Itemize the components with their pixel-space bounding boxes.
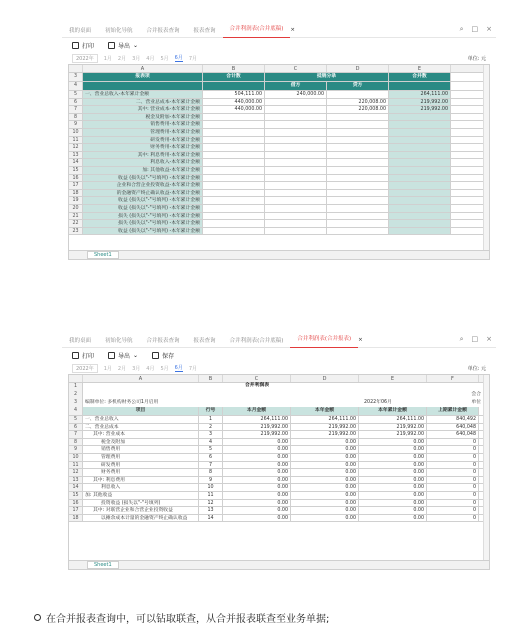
table-row: 11 研发费用 7 0.00 0.00 0.00 0 — [69, 462, 489, 470]
tab-item[interactable]: 报表查询 — [193, 337, 216, 344]
export-button[interactable]: 导出 ⌄ — [108, 41, 138, 50]
tab-item[interactable]: 报表查询 — [193, 27, 216, 34]
table-row: 20 收益 (损失以"-"号填列) -本年累计金额 — [69, 205, 489, 213]
tab-item[interactable]: 合并利润表(合并报表) — [290, 332, 358, 348]
month-tab[interactable]: 1月 — [103, 365, 112, 372]
table-row: 15 加: 其他收益-本年累计金额 — [69, 167, 489, 175]
table-row: 21 损失 (损失以"-"号填列) -本年累计金额 — [69, 213, 489, 221]
table-row: 18 的金融资产终止确认收益-本年累计金额 — [69, 190, 489, 198]
month-tab[interactable]: 1月 — [103, 55, 112, 62]
table-row: 22 损失 (损失以"-"号填列) -本年累计金额 — [69, 220, 489, 228]
table-row: 4 借方 贷方 — [69, 82, 489, 91]
close-window-icon[interactable]: × — [486, 25, 492, 33]
maximize-icon[interactable]: □ — [471, 335, 479, 343]
chevron-down-icon: ⌄ — [133, 351, 139, 359]
caption: 在合并报表查询中，可以钻取联查，从合并报表联查至业务单据; — [34, 610, 329, 625]
table-row: 6 二、营业总成本 2 219,992.00 219,992.00 219,992.00 640,048 — [69, 424, 489, 432]
table-row: 8 税金及附加 4 0.00 0.00 0.00 0 — [69, 439, 489, 447]
print-button[interactable]: 打印 — [72, 351, 94, 360]
maximize-icon[interactable]: □ — [471, 25, 479, 33]
table-row: 17 其中: 对联营企业和合营企业投资收益 13 0.00 0.00 0.00 0 — [69, 507, 489, 515]
save-button[interactable]: 保存 — [152, 351, 174, 360]
table-row: 5 一、营业总收入 1 264,111.00 264,111.00 264,111.00 840,492 — [69, 416, 489, 424]
tab-bar — [62, 332, 496, 348]
table-row: 3 报表项 合计数 抵销分录 合并数 — [69, 73, 489, 82]
tab-item[interactable]: 合并利润表(合并底稿) — [223, 22, 291, 38]
table-row: 13 其中: 利息费用 9 0.00 0.00 0.00 0 — [69, 477, 489, 485]
month-selector — [62, 52, 496, 64]
month-tab[interactable]: 7月 — [188, 365, 198, 372]
year-select[interactable]: 2022年 — [72, 54, 98, 63]
tab-bar — [62, 22, 496, 38]
printer-icon — [72, 42, 79, 49]
vertical-scrollbar[interactable] — [483, 65, 489, 250]
table-row: 17 企业和合营企业投资收益-本年累计金额 — [69, 182, 489, 190]
toolbar — [62, 348, 496, 362]
unit-label: 单位: 元 — [467, 365, 486, 372]
table-row: 16 投资收益 (损失以"-"号填列) 12 0.00 0.00 0.00 0 — [69, 500, 489, 508]
window-controls — [460, 25, 492, 34]
month-tab[interactable]: 2月 — [117, 365, 127, 372]
table-row: 14 利息收入 10 0.00 0.00 0.00 0 — [69, 484, 489, 492]
tab-item[interactable]: 合并报表查询 — [146, 337, 180, 344]
table-row: 10 管理费用 6 0.00 0.00 0.00 0 — [69, 454, 489, 462]
company-label: 编制单位: 多机构财务公司1月启用 — [85, 400, 159, 405]
sheet-tabs — [69, 250, 489, 259]
search-icon[interactable]: ⌕ — [459, 335, 464, 343]
month-tab[interactable]: 5月 — [160, 365, 169, 372]
table-row: 18 以摊余成本计量的金融资产终止确认收益 14 0.00 0.00 0.00 0 — [69, 515, 489, 523]
printer-icon — [72, 352, 79, 359]
sheet-tab[interactable]: Sheet1 — [87, 561, 119, 569]
column-header: A B C D E — [69, 65, 489, 73]
table-row: 11 研发费用-本年累计金额 — [69, 137, 489, 145]
search-icon[interactable]: ⌕ — [459, 25, 464, 33]
table-row: 16 收益 (损失以"-"号填列) -本年累计金额 — [69, 175, 489, 183]
month-tab[interactable]: 4月 — [146, 365, 155, 372]
close-window-icon[interactable]: × — [486, 335, 492, 343]
table-row: 23 收益 (损失以"-"号填列) -本年累计金额 — [69, 228, 489, 236]
window-controls — [460, 335, 492, 344]
month-tab[interactable]: 3月 — [132, 365, 141, 372]
table-row: 15 加: 其他收益 11 0.00 0.00 0.00 0 — [69, 492, 489, 500]
tab-item[interactable]: 初始化导航 — [105, 27, 133, 34]
month-tab[interactable]: 6月 — [174, 365, 183, 371]
table-row: 13 其中: 利息费用-本年累计金额 — [69, 152, 489, 160]
spreadsheet: A B C D E F 1 2 合并利润表 会合 3 编制单位: 多机构财务公司1月启用 2022年06月 单位 4 项目 行号 本月金额 本年金额 本年累计金额 上期累计金额 5 一、营业总收入 1 264,111.00 264,111.00 264,111.00 840,492 6 二、营业总成本 2 219,992.00 219,992.00 219,992.00 640,048 7 其中: 营业成本 3 219,992.00 219,992.00 219,992.00 640,048 8 税金及附加 4 0.00 0.00 0.00 0 9 销售费用 5 0.00 0.00 0.00 0 10 管理费用 6 0.00 0.00 0.00 0 11 研发费用 7 0.00 0.00 0.00 0 12 财务费用 8 0.00 0.00 0.00 0 13 其中: 利息费用 9 0.00 0.00 0.00 0 14 利息收入 10 0.00 0.00 0.00 0 15 加: 其他收益 11 0.00 0.00 0.00 0 16 投资收益 (损失以"-"号填列) 12 0.00 0.00 0.00 0 17 其中: 对联营企业和合营企业投资收益 13 0.00 0.00 0.00 0 18 以摊余成本计量的金融资产终止确认收益 14 0.00 0.00 0.00 0 Sheet1 — [68, 374, 490, 570]
table-header-row: 4 项目 行号 本月金额 本年金额 本年累计金额 上期累计金额 — [69, 407, 489, 416]
month-tab[interactable]: 2月 — [117, 55, 127, 62]
screenshot-consolidated-income-statement — [62, 332, 496, 572]
unit-label: 单位: 元 — [467, 55, 486, 62]
table-row: 8 税金及附加-本年累计金额 — [69, 114, 489, 122]
table-row: 5 一、营业总收入-本年累计金额 504,111.00 240,000.00 264,111.00 — [69, 91, 489, 99]
table-row: 19 收益 (损失以"-"号填列) -本年累计金额 — [69, 197, 489, 205]
print-button[interactable]: 打印 — [72, 41, 94, 50]
table-row: 10 管理费用-本年累计金额 — [69, 129, 489, 137]
column-header: A B C D E F — [69, 375, 489, 383]
close-icon[interactable]: × — [290, 26, 295, 33]
month-tab[interactable]: 3月 — [132, 55, 141, 62]
export-button[interactable]: 导出 ⌄ — [108, 351, 138, 360]
sheet-tabs — [69, 560, 489, 569]
table-row: 6 二、营业总成本-本年累计金额 440,000.00 220,008.00 219,992.00 — [69, 99, 489, 107]
month-tab[interactable]: 7月 — [188, 55, 198, 62]
tab-item[interactable]: 我的桌面 — [69, 337, 92, 344]
tab-item[interactable]: 合并报表查询 — [146, 27, 180, 34]
bullet-circle-icon — [34, 614, 41, 621]
tab-item[interactable]: 合并利润表(合并底稿) — [229, 337, 284, 344]
year-select[interactable]: 2022年 — [72, 364, 98, 373]
export-icon — [108, 352, 115, 359]
month-tab[interactable]: 6月 — [174, 55, 183, 61]
month-tab[interactable]: 4月 — [146, 55, 155, 62]
month-selector — [62, 362, 496, 374]
table-row: 7 其中: 营业成本-本年累计金额 440,000.00 220,008.00 219,992.00 — [69, 106, 489, 114]
table-row: 14 利息收入-本年累计金额 — [69, 159, 489, 167]
tab-item[interactable]: 初始化导航 — [105, 337, 133, 344]
table-row: 9 销售费用-本年累计金额 — [69, 121, 489, 129]
tab-item[interactable]: 我的桌面 — [69, 27, 92, 34]
sheet-tab[interactable]: Sheet1 — [87, 251, 119, 259]
chevron-down-icon: ⌄ — [133, 41, 139, 49]
toolbar — [62, 38, 496, 52]
table-row: 12 财务费用 8 0.00 0.00 0.00 0 — [69, 469, 489, 477]
table-row: 9 销售费用 5 0.00 0.00 0.00 0 — [69, 446, 489, 454]
table-row: 12 财务费用-本年累计金额 — [69, 144, 489, 152]
period-label: 2022年06月 — [364, 400, 392, 405]
vertical-scrollbar[interactable] — [483, 375, 489, 560]
table-row: 7 其中: 营业成本 3 219,992.00 219,992.00 219,992.00 640,048 — [69, 431, 489, 439]
month-tab[interactable]: 5月 — [160, 55, 169, 62]
export-icon — [108, 42, 115, 49]
save-icon — [152, 352, 159, 359]
close-icon[interactable]: × — [358, 336, 363, 343]
report-title: 合并利润表 — [245, 383, 269, 388]
screenshot-consolidation-worksheet — [62, 22, 496, 262]
spreadsheet — [68, 64, 490, 260]
